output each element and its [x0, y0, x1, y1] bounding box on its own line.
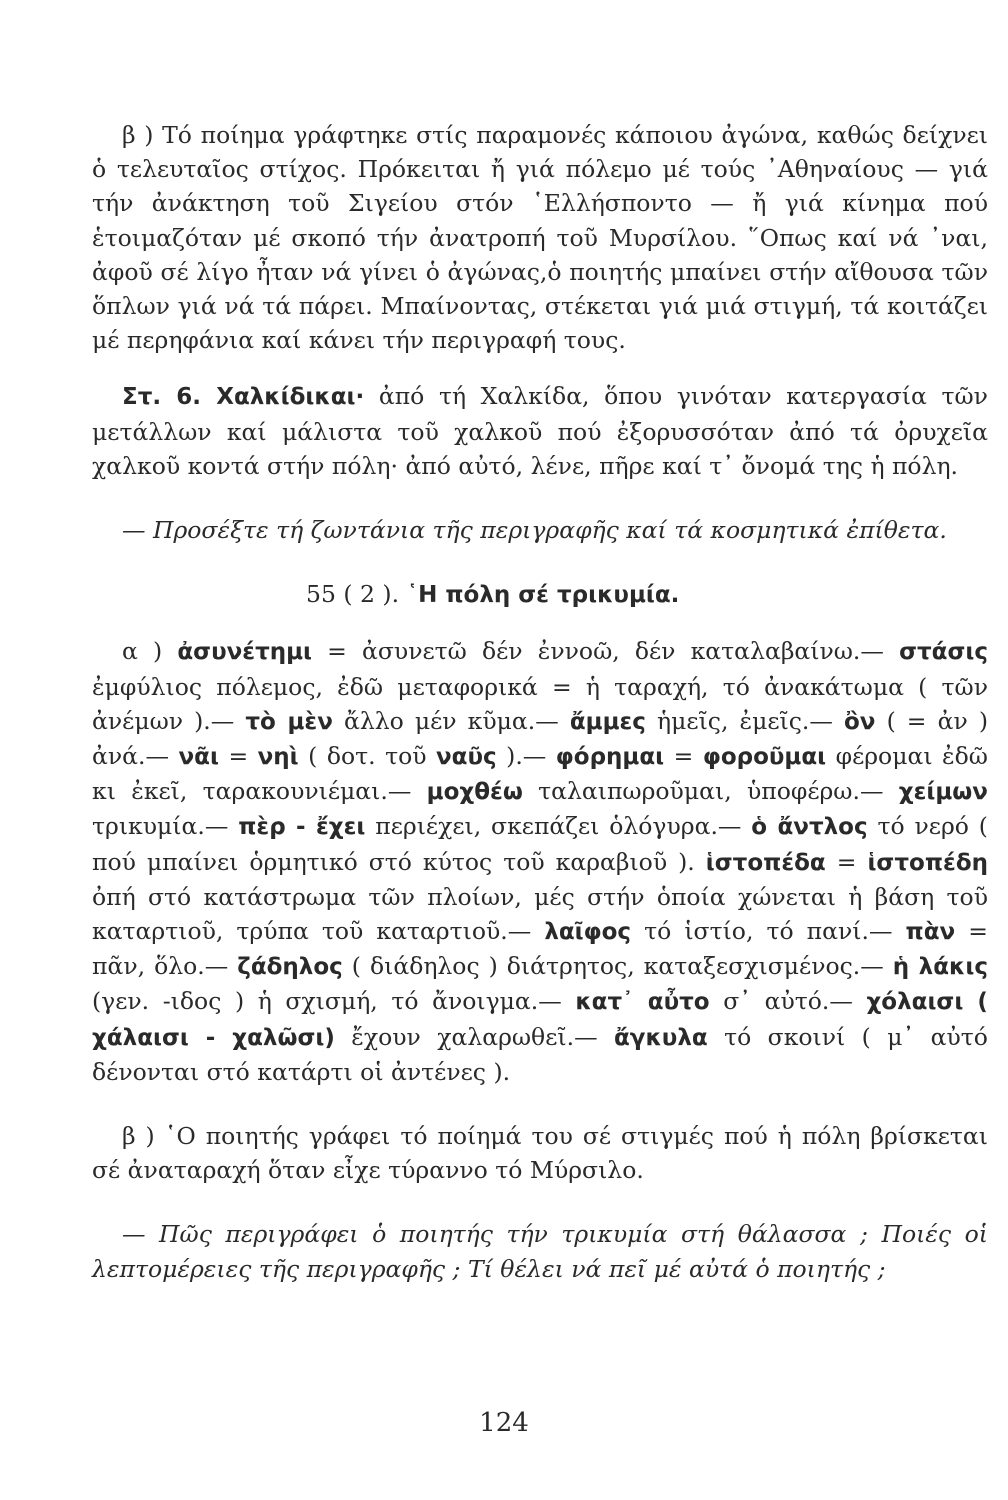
glossary-definition: = — [673, 742, 694, 771]
glossary-term: ἄγκυλα — [613, 1024, 708, 1051]
glossary-term: φόρημαι — [555, 744, 665, 771]
verse-6-label: Στ. 6. Χαλκίδικαι· — [122, 384, 365, 411]
glossary-definition: ἐμφύλιος πόλεμος, ἐδῶ μεταφορικά = ἡ ταραχή, τό ἀνακάτωμα ( τῶν ἀνέμων ).— — [92, 672, 988, 735]
paragraph-beta-2: β ) ῾Ο ποιητής γράφει τό ποίημά του σέ στιγμές πού ἡ πόλη βρίσκεται σέ ἀναταραχή ὅταν εἶχε τύραννο τό Μύρσιλο. — [92, 1122, 988, 1185]
glossary-term: στάσις — [899, 639, 988, 666]
glossary-definition: φέρομαι ἐδῶ κι ἐκεῖ, ταρακουνιέμαι.— — [92, 742, 988, 806]
glossary-definition: ( = ἀν ) ἀνά.— — [92, 706, 988, 771]
glossary-prefix: α ) — [122, 637, 163, 666]
page-body — [92, 118, 988, 1286]
glossary-definition: τρικυμία.— — [92, 812, 229, 841]
glossary-term: ζάδηλος — [237, 954, 343, 981]
glossary-term: νηὶ — [257, 744, 299, 771]
glossary-term: κατ᾿ αὖτο — [575, 989, 710, 1016]
glossary-definition: σ᾿ αὐτό.— — [723, 987, 853, 1016]
glossary-definition: ὀπή στό κατάστρωμα τῶν πλοίων, μές στήν ὁποία χώνεται ἡ βάση τοῦ καταρτιοῦ, τρύπα τοῦ καταρτιοῦ.— — [92, 882, 988, 946]
glossary-term: ὁ ἄντλος — [751, 814, 868, 841]
glossary-definition: ἡμεῖς, ἐμεῖς.— — [657, 706, 833, 735]
glossary-definition: = — [228, 742, 249, 771]
glossary-term: τὸ μὲν — [245, 708, 333, 735]
glossary-term: λαῖφος — [544, 919, 632, 946]
glossary-term: ὂν — [844, 708, 876, 735]
glossary-term: χόλαισι ( χάλαισι - χαλῶσι) — [92, 989, 988, 1051]
heading-number: 55 ( 2 ). — [306, 580, 400, 609]
glossary-definition: (γεν. -ιδος ) ἡ σχισμή, τό ἄνοιγμα.— — [92, 987, 562, 1016]
glossary-definition: περιέχει, σκεπάζει ὁλόγυρα.— — [375, 812, 742, 841]
glossary-definition: ( δοτ. τοῦ — [308, 742, 427, 771]
question-2: — Πῶς περιγράφει ὁ ποιητής τήν τρικυμία στή θάλασσα ; Ποιές οἱ λεπτομέρειες τῆς περιγραφῆς ; Τί θέλει νά πεῖ μέ αὐτά ὁ ποιητής ; — [92, 1220, 988, 1283]
glossary-term: ἱστοπέδη — [867, 849, 988, 876]
heading-title: ῾Η πόλη σέ τρικυμία. — [406, 582, 680, 609]
glossary-definition: ( διάδηλος ) διάτρητος, καταξεσχισμένος.— — [351, 952, 884, 981]
glossary-definition: τό νερό ( πού μπαίνει ὁρμητικό στό κύτος τοῦ καραβιοῦ ). — [92, 812, 988, 876]
glossary-definition: ἄλλο μέν κῦμα.— — [343, 706, 559, 735]
page-number: 124 — [479, 1408, 529, 1438]
paragraph-beta-1: β ) Τό ποίημα γράφτηκε στίς παραμονές κάποιου ἀγώνα, καθώς δείχνει ὁ τελευταῖος στίχος. Πρόκειται ἤ γιά πόλεμο μέ τούς ᾿Αθηναίους — γιά τήν ἀνάκτηση τοῦ Σιγείου στόν ῾Ελλήσποντο — ἤ γιά κίνημα πού ἑτοιμαζόταν μέ σκοπό τήν ἀνατροπή τοῦ Μυρσίλου. ῞Οπως καί νά ᾿ναι, ἀφοῦ σέ λίγο ἦταν νά γίνει ὁ ἀγώνας,ὁ ποιητής μπαίνει στήν αἴθουσα τῶν ὅπλων γιά νά τά πάρει. Μπαίνοντας, στέκεται γιά μιά στιγμή, τά κοιτάζει μέ περηφάνια καί κάνει τήν περιγραφή τους. — [92, 121, 988, 355]
glossary-definition: τό σκοινί ( μ᾿ αὐτό δένονται στό κατάρτι οἱ ἀντένες ). — [92, 1022, 988, 1086]
glossary-definition: ἔχουν χαλαρωθεῖ.— — [351, 1022, 598, 1051]
glossary-term: πὲρ - ἔχει — [238, 814, 366, 841]
glossary-term: πὰν — [905, 919, 956, 946]
glossary-term: ἡ λάκις — [892, 954, 988, 981]
glossary-term: μοχθέω — [426, 779, 523, 806]
question-1: — Προσέξτε τή ζωντάνια τῆς περιγραφῆς καί τά κοσμητικά ἐπίθετα. — [122, 516, 947, 545]
section-heading — [92, 577, 988, 612]
glossary-definition: = — [836, 847, 857, 876]
glossary-term: ἱστοπέδα — [705, 849, 826, 876]
glossary-definition: = πᾶν, ὅλο.— — [92, 917, 988, 981]
glossary-term: ναῦς — [436, 744, 497, 771]
glossary-term: ἀσυνέτημι — [177, 639, 313, 666]
glossary-term: φορoῦμαι — [702, 744, 827, 771]
glossary-definition: ταλαιπωροῦμαι, ὑποφέρω.— — [538, 777, 884, 806]
glossary-definition: τό ἱστίο, τό πανί.— — [644, 917, 893, 946]
paragraph-verse-6 — [92, 379, 988, 483]
glossary-definition: ).— — [506, 742, 547, 771]
verse-6-text: ἀπό τή Χαλκίδα, ὅπου γινόταν κατεργασία τῶν μετάλλων καί μάλιστα τοῦ χαλκοῦ πού ἐξορυσσόταν ἀπό τά ὀρυχεῖα χαλκοῦ κοντά στήν πόλη· ἀπό αὐτό, λένε, πῆρε καί τ᾿ ὄνομά της ἡ πόλη. — [92, 382, 988, 480]
glossary-term: χείμων — [898, 779, 988, 806]
glossary-definition: = ἀσυνετῶ δέν ἐννοῶ, δέν καταλαβαίνω.— — [327, 637, 884, 666]
glossary-paragraph — [92, 634, 988, 1089]
glossary-term: ἄμμες — [569, 708, 646, 735]
glossary-term: νᾶι — [178, 744, 219, 771]
